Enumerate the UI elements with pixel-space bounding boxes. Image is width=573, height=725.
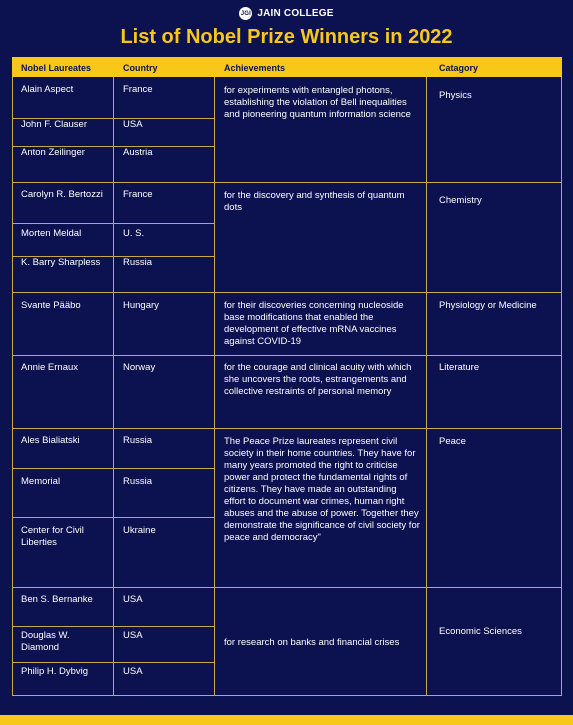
page-title: List of Nobel Prize Winners in 2022	[120, 26, 453, 48]
category-label: Physiology or Medicine	[439, 300, 537, 311]
laureate-name: Carolyn R. Bertozzi	[21, 189, 103, 200]
winners-table	[12, 57, 562, 696]
laureate-name: Center for Civil Liberties	[21, 525, 84, 548]
category-label: Chemistry	[439, 195, 482, 206]
table-bottom-border	[12, 695, 562, 696]
header-country: Country	[123, 63, 158, 73]
laureate-country: Ukraine	[123, 525, 156, 536]
header-laureates: Nobel Laureates	[21, 63, 92, 73]
laureate-country: Russia	[123, 435, 153, 446]
laureate-name: Philip H. Dybvig	[21, 666, 89, 677]
footer-bar	[0, 715, 573, 725]
group-divider	[12, 292, 562, 293]
column-divider	[12, 77, 13, 696]
laureate-country: USA	[123, 630, 143, 641]
laureate-name: K. Barry Sharpless	[21, 257, 101, 268]
laureate-country: Hungary	[123, 300, 159, 311]
laureate-name: Anton Zeilinger	[21, 147, 85, 158]
laureate-name: Alain Aspect	[21, 84, 74, 95]
column-divider	[113, 77, 114, 696]
category-label: Physics	[439, 90, 472, 101]
laureate-name: Morten Meldal	[21, 228, 82, 239]
laureate-country: Russia	[123, 476, 153, 487]
group-divider	[12, 355, 562, 356]
brand-name: JAIN COLLEGE	[257, 8, 334, 19]
laureate-name: Douglas W. Diamond	[21, 630, 70, 653]
category-label: Peace	[439, 436, 466, 447]
column-divider	[561, 77, 562, 696]
brand-header	[0, 7, 573, 20]
header-category: Catagory	[439, 63, 479, 73]
group-divider	[12, 182, 562, 183]
achievement-text: The Peace Prize laureates represent civil society in their home countries. They have for many years promoted the right to criticise power and protect the fundamental rights of citizens. They have made an outstanding effort to document war crimes, human right abuses and the abuse of power. Together they demonstrate the significance of civil society for peace and democracy"	[224, 436, 420, 543]
laureate-country: USA	[123, 119, 143, 130]
achievement-text: for the discovery and synthesis of quantum dots	[224, 190, 405, 213]
laureate-name: Ben S. Bernanke	[21, 594, 93, 605]
group-divider	[12, 428, 562, 429]
row-divider	[12, 223, 214, 224]
row-divider	[12, 517, 214, 518]
category-label: Economic Sciences	[439, 626, 522, 637]
achievement-text: for research on banks and financial crises	[224, 637, 400, 648]
laureate-name: Annie Ernaux	[21, 362, 79, 373]
column-divider	[426, 77, 427, 696]
college-logo-icon: JGI	[239, 7, 252, 20]
laureate-country: France	[123, 189, 153, 200]
category-label: Literature	[439, 362, 480, 373]
achievement-text: for experiments with entangled photons, establishing the violation of Bell inequalities and pioneering quantum information science	[224, 85, 411, 120]
group-divider	[12, 587, 562, 588]
laureate-country: Norway	[123, 362, 156, 373]
laureate-name: John F. Clauser	[21, 119, 88, 130]
laureate-country: USA	[123, 594, 143, 605]
achievement-text: for the courage and clinical acuity with which she uncovers the roots, estrangements and collective restraints of personal memory	[224, 362, 412, 397]
laureate-country: France	[123, 84, 153, 95]
row-divider	[12, 662, 214, 663]
laureate-country: Russia	[123, 257, 153, 268]
laureate-country: U. S.	[123, 228, 145, 239]
laureate-country: Austria	[123, 147, 153, 158]
laureate-name: Ales Bialiatski	[21, 435, 80, 446]
laureate-name: Memorial	[21, 476, 61, 487]
row-divider	[12, 626, 214, 627]
row-divider	[12, 468, 214, 469]
laureate-name: Svante Pääbo	[21, 300, 81, 311]
column-divider	[214, 77, 215, 696]
header-achievements: Achievements	[224, 63, 286, 73]
table-header	[12, 57, 562, 77]
laureate-country: USA	[123, 666, 143, 677]
achievement-text: for their discoveries concerning nucleoside base modifications that enabled the development of effective mRNA vaccines against COVID-19	[224, 300, 404, 347]
